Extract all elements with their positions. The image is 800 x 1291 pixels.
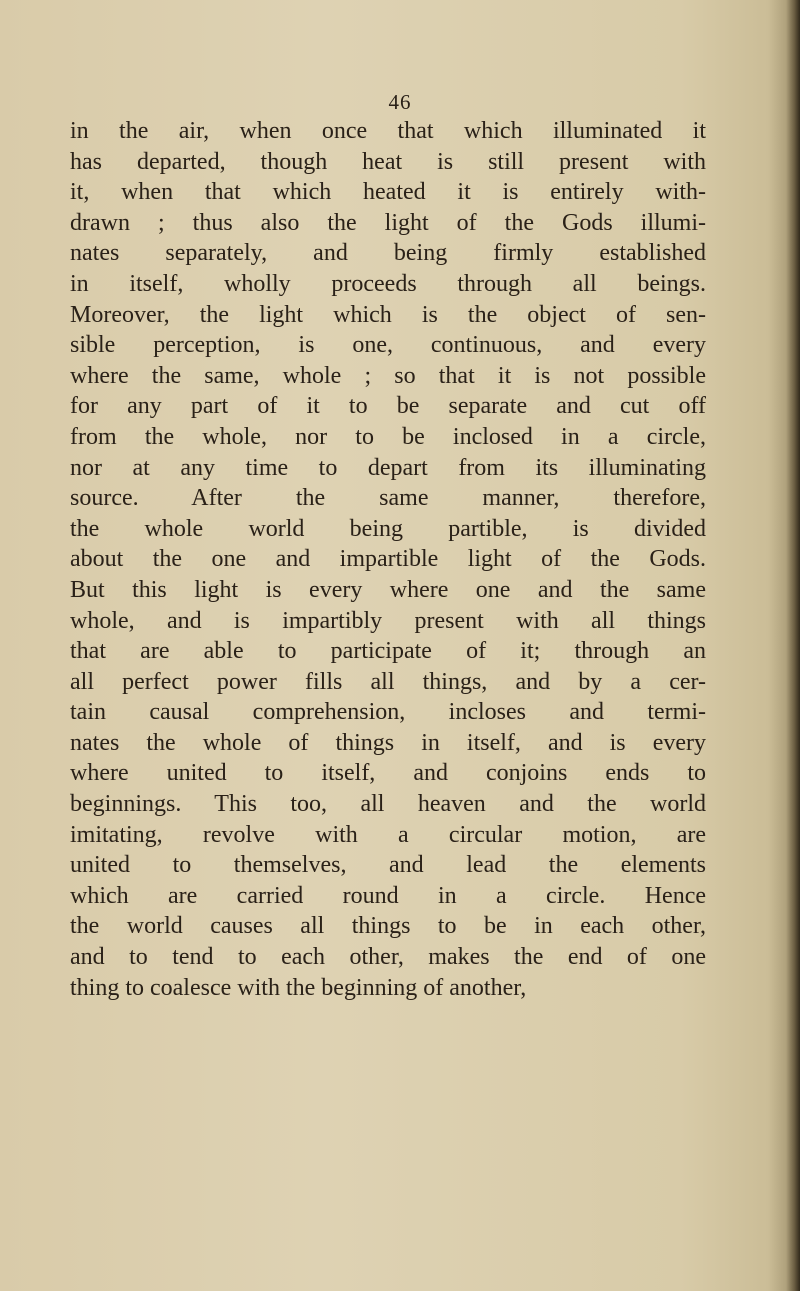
text-line: and to tend to each other, makes the end of one <box>70 944 706 971</box>
text-line: from the whole, nor to be inclosed in a circle, <box>70 423 706 450</box>
text-line: that are able to participate of it; through an <box>70 638 706 665</box>
text-line: united to themselves, and lead the elements <box>70 852 706 879</box>
text-line: has departed, though heat is still present with <box>70 148 706 175</box>
text-line: where the same, whole ; so that it is not possible <box>70 362 706 389</box>
text-line: where united to itself, and conjoins ends to <box>70 760 706 787</box>
text-line: But this light is every where one and the same <box>70 576 706 603</box>
text-line: nor at any time to depart from its illuminating <box>70 454 706 481</box>
body-text <box>70 116 706 1003</box>
text-line: imitating, revolve with a circular motion, are <box>70 821 706 848</box>
text-line: for any part of it to be separate and cut off <box>70 393 706 420</box>
text-line: all perfect power fills all things, and by a cer- <box>70 668 706 695</box>
text-line: the whole world being partible, is divided <box>70 515 706 542</box>
text-line: beginnings. This too, all heaven and the world <box>70 791 706 818</box>
text-line: whole, and is impartibly present with all things <box>70 607 706 634</box>
text-line: thing to coalesce with the beginning of another, <box>70 974 527 1001</box>
page-edge-shadow <box>786 0 800 1291</box>
text-line: about the one and impartible light of the Gods. <box>70 546 706 573</box>
page-number: 46 <box>388 90 412 114</box>
text-line: which are carried round in a circle. Hence <box>70 882 706 909</box>
text-line: it, when that which heated it is entirely with- <box>70 179 706 206</box>
text-line: source. After the same manner, therefore, <box>70 485 706 512</box>
text-line: sible perception, is one, continuous, and every <box>70 332 706 359</box>
text-line: in the air, when once that which illuminated it <box>70 118 706 144</box>
text-line: the world causes all things to be in each other, <box>70 913 706 940</box>
text-line: tain causal comprehension, incloses and termi- <box>70 699 706 726</box>
text-line: in itself, wholly proceeds through all beings. <box>70 270 706 297</box>
text-line: nates the whole of things in itself, and is every <box>70 729 706 756</box>
text-line: drawn ; thus also the light of the Gods illumi- <box>70 209 706 236</box>
text-line: Moreover, the light which is the object of sen- <box>70 301 706 328</box>
text-line: nates separately, and being firmly established <box>70 240 706 267</box>
